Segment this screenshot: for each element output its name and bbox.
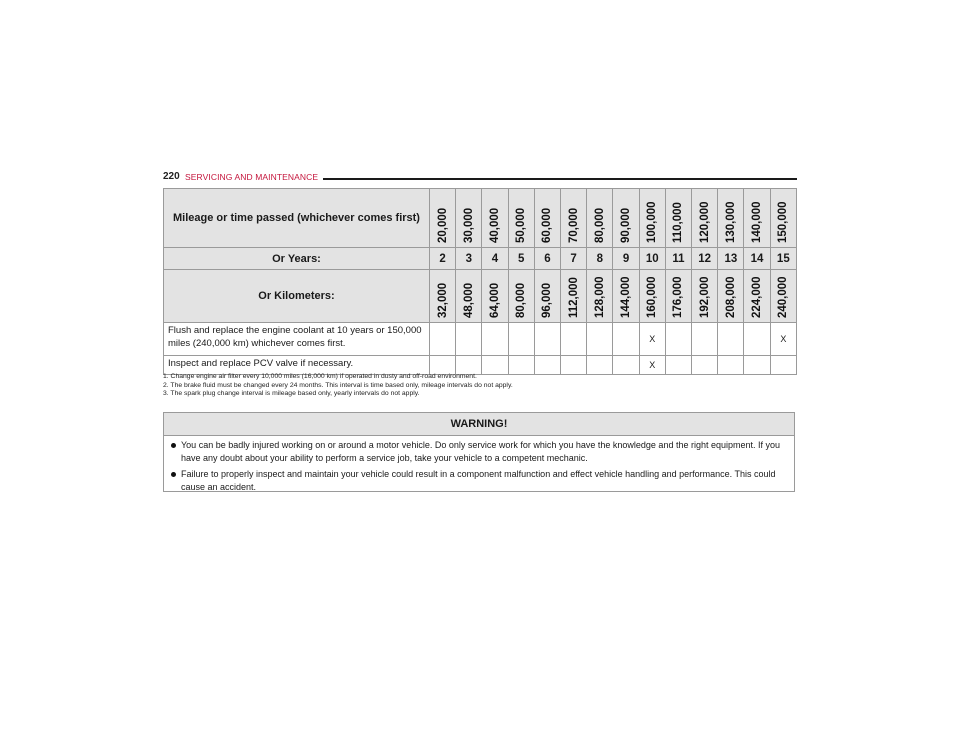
table-row bbox=[164, 356, 797, 375]
column-header-cell bbox=[482, 189, 508, 248]
year-cell: 12 bbox=[692, 248, 718, 270]
column-header-cell bbox=[744, 270, 770, 323]
column-header-cell bbox=[482, 270, 508, 323]
year-cell: 15 bbox=[770, 248, 796, 270]
kilometers-row bbox=[164, 270, 797, 323]
table-row bbox=[164, 323, 797, 356]
column-header-cell bbox=[508, 270, 534, 323]
column-header-value: 176,000 bbox=[672, 276, 685, 318]
warning-item bbox=[164, 439, 794, 465]
interval-mark-cell bbox=[456, 323, 482, 356]
column-header-value: 80,000 bbox=[593, 207, 606, 243]
interval-mark-cell: X bbox=[639, 356, 665, 375]
column-header-value: 208,000 bbox=[724, 276, 737, 318]
column-header-cell bbox=[770, 189, 796, 248]
bullet-icon bbox=[171, 472, 176, 477]
mileage-row bbox=[164, 189, 797, 248]
column-header-value: 30,000 bbox=[462, 207, 475, 243]
column-header-value: 150,000 bbox=[777, 201, 790, 243]
interval-mark-cell bbox=[665, 356, 691, 375]
column-header-value: 140,000 bbox=[751, 201, 764, 243]
warning-text: You can be badly injured working on or around a motor vehicle. Do only service work for which you have the knowledge and the right equipment. If you have any doubt about your ability to perform a service job, take your vehicle to a competent mechanic. bbox=[181, 440, 781, 463]
column-header-value: 90,000 bbox=[620, 207, 633, 243]
service-item-label: Flush and replace the engine coolant at 10 years or 150,000 miles (240,000 km) whichever comes first. bbox=[164, 323, 430, 356]
year-cell: 11 bbox=[665, 248, 691, 270]
interval-mark-cell bbox=[692, 356, 718, 375]
interval-mark-cell bbox=[561, 356, 587, 375]
interval-mark-cell bbox=[534, 323, 560, 356]
year-cell: 13 bbox=[718, 248, 744, 270]
bullet-icon bbox=[171, 443, 176, 448]
column-header-cell bbox=[430, 270, 456, 323]
interval-mark-cell bbox=[718, 356, 744, 375]
column-header-cell bbox=[639, 189, 665, 248]
column-header-cell bbox=[692, 189, 718, 248]
interval-mark-cell bbox=[665, 323, 691, 356]
footnote: 2. The brake fluid must be changed every 24 months. This interval is time based only, mileage intervals do not apply. bbox=[163, 381, 513, 389]
maintenance-schedule-table bbox=[163, 188, 797, 375]
column-header-value: 40,000 bbox=[489, 207, 501, 243]
column-header-cell bbox=[613, 189, 639, 248]
year-cell: 10 bbox=[639, 248, 665, 270]
interval-mark-cell bbox=[508, 323, 534, 356]
column-header-value: 64,000 bbox=[489, 282, 501, 318]
interval-mark-cell bbox=[430, 323, 456, 356]
year-cell: 2 bbox=[430, 248, 456, 270]
year-cell: 4 bbox=[482, 248, 508, 270]
year-cell: 7 bbox=[561, 248, 587, 270]
interval-mark-cell bbox=[613, 323, 639, 356]
column-header-cell bbox=[534, 270, 560, 323]
interval-mark-cell bbox=[482, 323, 508, 356]
column-header-cell bbox=[561, 189, 587, 248]
column-header-cell bbox=[744, 189, 770, 248]
interval-mark-cell bbox=[587, 323, 613, 356]
column-header-cell bbox=[587, 270, 613, 323]
warning-box bbox=[163, 412, 795, 492]
column-header-cell bbox=[692, 270, 718, 323]
column-header-value: 20,000 bbox=[436, 207, 449, 243]
column-header-value: 192,000 bbox=[698, 276, 711, 318]
warning-title: WARNING! bbox=[164, 413, 794, 436]
column-header-value: 128,000 bbox=[593, 276, 606, 318]
interval-mark-cell: X bbox=[639, 323, 665, 356]
column-header-cell bbox=[613, 270, 639, 323]
column-header-cell bbox=[430, 189, 456, 248]
kilometers-label: Or Kilometers: bbox=[164, 270, 430, 323]
header-rule bbox=[323, 178, 797, 180]
column-header-value: 60,000 bbox=[541, 207, 554, 243]
footnotes bbox=[163, 373, 803, 399]
interval-mark-cell: X bbox=[770, 323, 796, 356]
interval-mark-cell bbox=[456, 356, 482, 375]
interval-mark-cell bbox=[534, 356, 560, 375]
column-header-cell bbox=[665, 270, 691, 323]
column-header-cell bbox=[770, 270, 796, 323]
year-cell: 6 bbox=[534, 248, 560, 270]
column-header-value: 160,000 bbox=[646, 276, 659, 318]
column-header-cell bbox=[534, 189, 560, 248]
column-header-cell bbox=[665, 189, 691, 248]
interval-mark-cell bbox=[770, 356, 796, 375]
year-cell: 5 bbox=[508, 248, 534, 270]
column-header-value: 120,000 bbox=[698, 201, 711, 243]
column-header-cell bbox=[456, 270, 482, 323]
column-header-value: 144,000 bbox=[620, 276, 633, 318]
column-header-value: 224,000 bbox=[751, 276, 764, 318]
interval-mark-cell bbox=[561, 323, 587, 356]
column-header-value: 48,000 bbox=[462, 282, 475, 318]
footnote: 3. The spark plug change interval is mileage based only, yearly intervals do not apply. bbox=[163, 390, 420, 398]
column-header-value: 32,000 bbox=[436, 282, 449, 318]
column-header-cell bbox=[639, 270, 665, 323]
column-header-value: 110,000 bbox=[672, 202, 685, 243]
interval-mark-cell bbox=[718, 323, 744, 356]
page-header bbox=[163, 171, 797, 185]
interval-mark-cell bbox=[482, 356, 508, 375]
years-row bbox=[164, 248, 797, 270]
column-header-value: 70,000 bbox=[567, 207, 580, 243]
interval-mark-cell bbox=[744, 356, 770, 375]
year-cell: 9 bbox=[613, 248, 639, 270]
column-header-value: 130,000 bbox=[724, 201, 737, 243]
column-header-value: 100,000 bbox=[646, 201, 659, 243]
mileage-label: Mileage or time passed (whichever comes first) bbox=[164, 189, 430, 248]
column-header-value: 240,000 bbox=[777, 276, 790, 318]
page-number: 220 bbox=[163, 171, 180, 182]
year-cell: 8 bbox=[587, 248, 613, 270]
column-header-value: 80,000 bbox=[515, 282, 528, 318]
interval-mark-cell bbox=[508, 356, 534, 375]
column-header-cell bbox=[587, 189, 613, 248]
interval-mark-cell bbox=[587, 356, 613, 375]
column-header-cell bbox=[508, 189, 534, 248]
section-title: SERVICING AND MAINTENANCE bbox=[185, 172, 319, 182]
interval-mark-cell bbox=[692, 323, 718, 356]
service-item-label: Inspect and replace PCV valve if necessary. bbox=[164, 356, 430, 375]
interval-mark-cell bbox=[744, 323, 770, 356]
column-header-value: 112,000 bbox=[567, 277, 580, 318]
column-header-value: 50,000 bbox=[515, 207, 528, 243]
footnote: 1. Change engine air filter every 10,000 miles (16,000 km) if operated in dusty and off-road environment. bbox=[163, 373, 477, 380]
year-cell: 14 bbox=[744, 248, 770, 270]
interval-mark-cell bbox=[613, 356, 639, 375]
warning-item bbox=[164, 468, 794, 494]
interval-mark-cell bbox=[430, 356, 456, 375]
column-header-cell bbox=[456, 189, 482, 248]
column-header-value: 96,000 bbox=[541, 282, 554, 318]
column-header-cell bbox=[718, 270, 744, 323]
column-header-cell bbox=[718, 189, 744, 248]
years-label: Or Years: bbox=[164, 248, 430, 270]
warning-text: Failure to properly inspect and maintain your vehicle could result in a component malfunction and effect vehicle handling and performance. This could cause an accident. bbox=[181, 469, 776, 492]
column-header-cell bbox=[561, 270, 587, 323]
year-cell: 3 bbox=[456, 248, 482, 270]
